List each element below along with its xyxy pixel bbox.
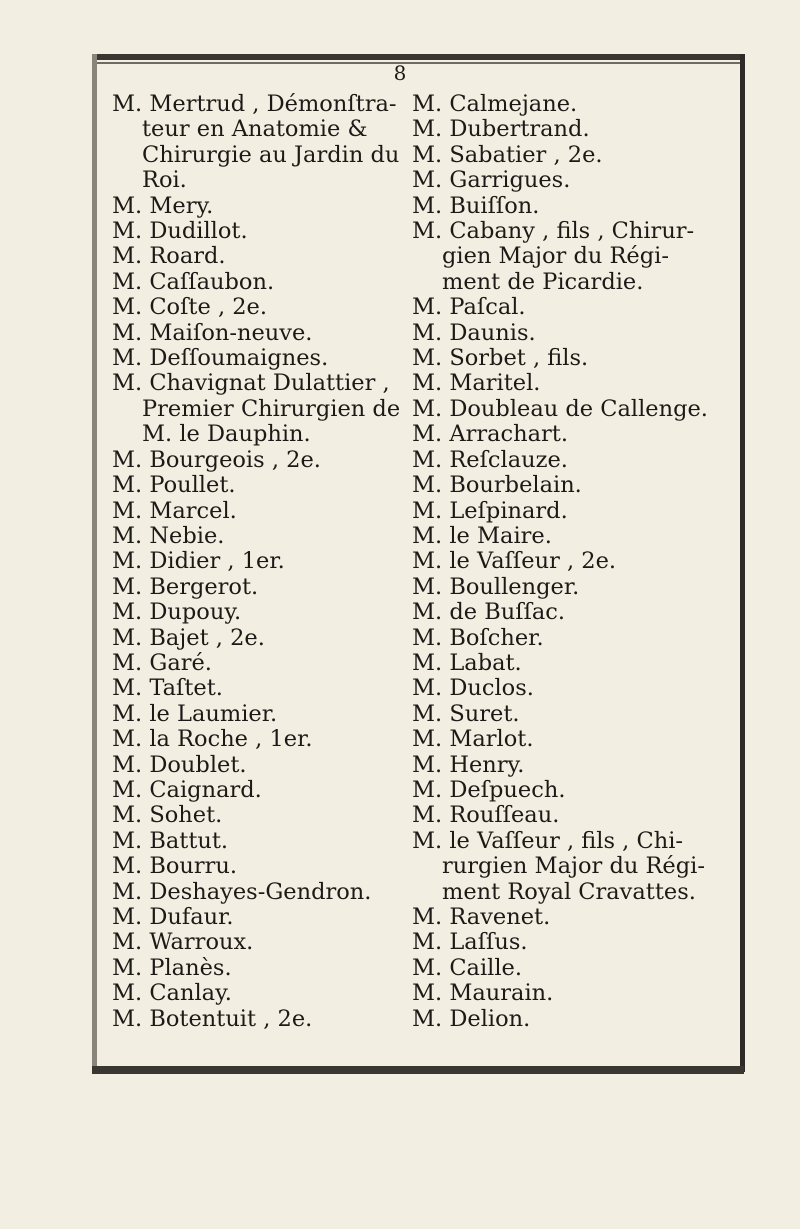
name-entry: M. Coſte , 2e. bbox=[112, 294, 268, 321]
name-entry: M. Sabatier , 2e. bbox=[412, 141, 603, 168]
name-entry: M. Dubertrand. bbox=[412, 116, 590, 143]
name-entry: M. Bajet , 2e. bbox=[112, 624, 265, 651]
name-entry: M. Battut. bbox=[112, 827, 229, 854]
name-entry: M. le Vaſſeur , fils , Chi- rurgien Major du Régi- ment Royal Cravattes. bbox=[412, 827, 705, 905]
name-entry: M. Ravenet. bbox=[412, 904, 551, 930]
name-entry: M. le Maire. bbox=[412, 522, 552, 549]
name-entry: M. Chavignat Dulattier , Premier Chirurgien de M. le Dauphin. bbox=[112, 370, 401, 448]
right-column bbox=[412, 92, 732, 1032]
name-entry: M. Boullenger. bbox=[412, 573, 580, 600]
name-entry: M. Warroux. bbox=[112, 929, 254, 956]
name-entry: M. Dudillot. bbox=[112, 218, 248, 245]
name-entry: M. Sorbet , fils. bbox=[412, 345, 589, 372]
name-entry: M. Cabany , fils , Chirur- gien Major du Régi- ment de Picardie. bbox=[412, 218, 695, 295]
name-entry: M. Sohet. bbox=[112, 802, 223, 829]
name-entry: M. la Roche , 1er. bbox=[112, 726, 313, 753]
name-entry: M. Caille. bbox=[412, 954, 523, 981]
name-entry: M. Calmejane. bbox=[412, 91, 578, 117]
name-entry: M. Marcel. bbox=[112, 497, 237, 524]
name-entry: M. Reſclauze. bbox=[412, 446, 568, 473]
name-entry: M. Garé. bbox=[112, 649, 212, 676]
name-entry: M. Maurain. bbox=[412, 980, 554, 1007]
name-entry: M. Garrigues. bbox=[412, 167, 571, 194]
name-entry: M. Maritel. bbox=[412, 370, 541, 397]
name-entry: M. Poullet. bbox=[112, 472, 236, 499]
top-border-rule bbox=[92, 54, 744, 60]
name-entry: M. Bourru. bbox=[112, 853, 238, 880]
name-entry: M. Maiſon-neuve. bbox=[112, 319, 313, 346]
right-border-rule bbox=[740, 54, 745, 1072]
name-entry: M. Laſſus. bbox=[412, 929, 528, 956]
name-entry: M. Buiſſon. bbox=[412, 192, 540, 219]
name-entry: M. Leſpinard. bbox=[412, 497, 568, 524]
name-entry: M. Dupouy. bbox=[112, 599, 242, 626]
name-entry: M. Dufaur. bbox=[112, 904, 234, 930]
name-entry: M. Didier , 1er. bbox=[112, 548, 285, 575]
name-entry: M. Deſſoumaignes. bbox=[112, 345, 329, 372]
page-number: 8 bbox=[393, 61, 407, 85]
name-entry: M. Mery. bbox=[112, 192, 214, 219]
name-entry: M. Nebie. bbox=[112, 522, 225, 549]
name-entry: M. Rouſſeau. bbox=[412, 802, 560, 829]
bottom-border-rule bbox=[92, 1066, 744, 1074]
name-entry: M. Doubleau de Callenge. bbox=[412, 395, 708, 422]
name-entry: M. Labat. bbox=[412, 649, 522, 676]
name-entry: M. Marlot. bbox=[412, 726, 534, 753]
name-entry: M. Canlay. bbox=[112, 980, 232, 1007]
name-entry: M. Bergerot. bbox=[112, 573, 259, 600]
name-entry: M. Caignard. bbox=[112, 776, 262, 803]
name-entry: M. Taſtet. bbox=[112, 675, 223, 702]
name-entry: M. Roard. bbox=[112, 243, 226, 270]
name-entry: M. Bourgeois , 2e. bbox=[112, 446, 321, 473]
name-entry: M. Bourbelain. bbox=[412, 472, 582, 499]
name-entry: M. Delion. bbox=[412, 1005, 531, 1032]
name-entry: M. Paſcal. bbox=[412, 294, 526, 321]
name-entry: M. Planès. bbox=[112, 954, 232, 981]
name-entry: M. Mertrud , Démonſtra- teur en Anatomie & Chirurgie au Jardin du Roi. bbox=[112, 91, 400, 194]
name-entry: M. Duclos. bbox=[412, 675, 534, 702]
name-entry: M. le Laumier. bbox=[112, 700, 278, 727]
name-entry: M. de Buſſac. bbox=[412, 599, 566, 626]
left-column bbox=[112, 92, 432, 1032]
name-entry: M. Deſpuech. bbox=[412, 776, 566, 803]
name-entry: M. Daunis. bbox=[412, 319, 536, 346]
name-entry: M. Henry. bbox=[412, 751, 525, 778]
name-entry: M. Arrachart. bbox=[412, 421, 568, 448]
name-entry: M. Doublet. bbox=[112, 751, 247, 778]
name-entry: M. le Vaſſeur , 2e. bbox=[412, 548, 617, 575]
left-border-rule bbox=[92, 54, 97, 1072]
name-entry: M. Caſſaubon. bbox=[112, 268, 275, 295]
name-entry: M. Botentuit , 2e. bbox=[112, 1005, 313, 1032]
name-entry: M. Suret. bbox=[412, 700, 520, 727]
name-entry: M. Boſcher. bbox=[412, 624, 544, 651]
name-entry: M. Deshayes-Gendron. bbox=[112, 878, 372, 905]
